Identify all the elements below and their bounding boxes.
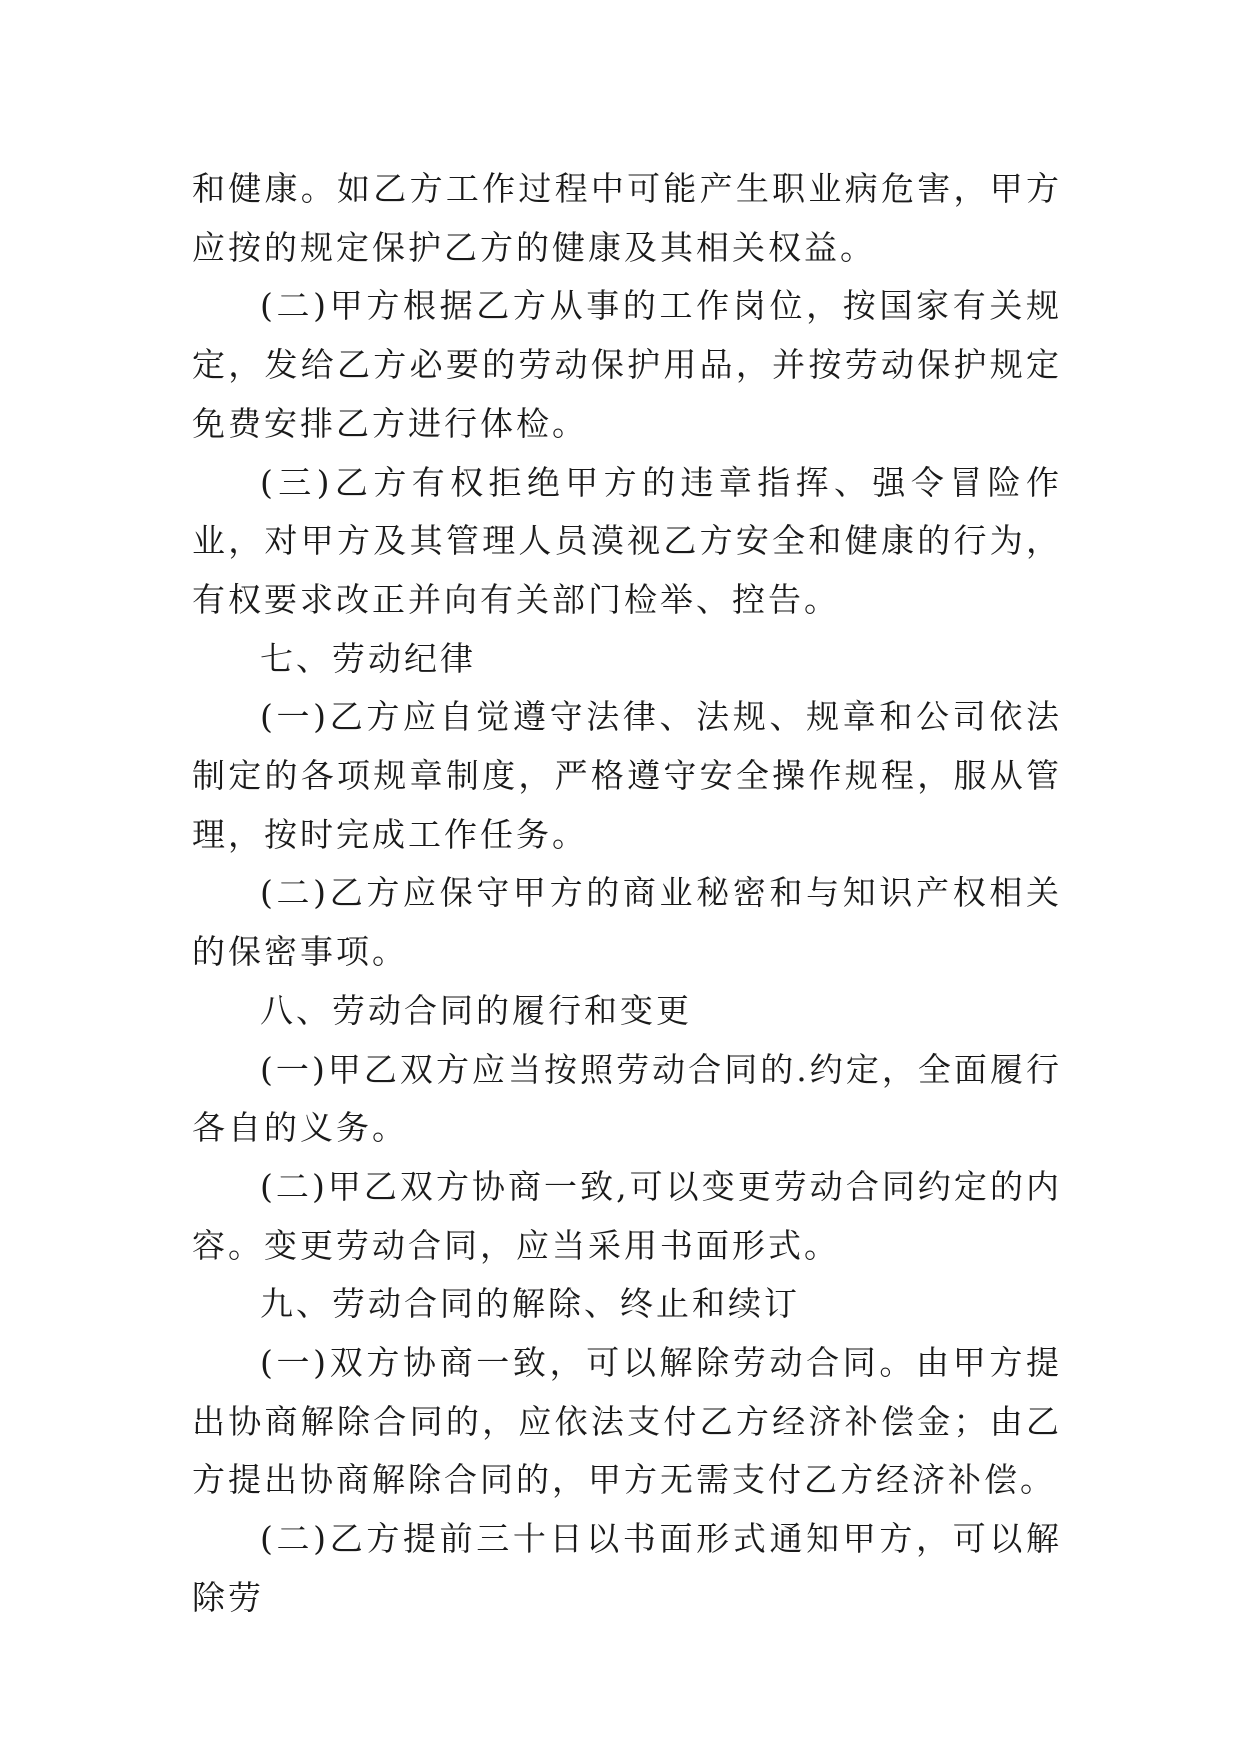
paragraph-notice-termination: (二)乙方提前三十日以书面形式通知甲方，可以解除劳 <box>192 1519 1062 1617</box>
document-body <box>192 160 1062 1628</box>
paragraph-refuse-unsafe-orders: (三)乙方有权拒绝甲方的违章指挥、强令冒险作业，对甲方及其管理人员漠视乙方安全和健康的行为，有权要求改正并向有关部门检举、控告。 <box>192 462 1062 619</box>
paragraph-protective-equipment: (二)甲方根据乙方从事的工作岗位，按国家有关规定，发给乙方必要的劳动保护用品，并按劳动保护规定免费安排乙方进行体检。 <box>192 286 1062 443</box>
section-heading-contract-performance: 八、劳动合同的履行和变更 <box>260 990 692 1030</box>
paragraph-obey-rules: (一)乙方应自觉遵守法律、法规、规章和公司依法制定的各项规章制度，严格遵守安全操作规程，服从管理，按时完成工作任务。 <box>192 697 1062 854</box>
section-heading-labor-discipline: 七、劳动纪律 <box>260 638 476 678</box>
section-heading-termination: 九、劳动合同的解除、终止和续订 <box>260 1284 800 1324</box>
paragraph-mutual-termination: (一)双方协商一致，可以解除劳动合同。由甲方提出协商解除合同的，应依法支付乙方经济补偿金；由乙方提出协商解除合同的，甲方无需支付乙方经济补偿。 <box>192 1343 1062 1500</box>
paragraph-health-rights: 和健康。如乙方工作过程中可能产生职业病危害，甲方应按的规定保护乙方的健康及其相关权益。 <box>192 169 1062 267</box>
paragraph-confidentiality: (二)乙方应保守甲方的商业秘密和与知识产权相关的保密事项。 <box>192 873 1062 972</box>
paragraph-fulfill-obligations: (一)甲乙双方应当按照劳动合同的.约定，全面履行各自的义务。 <box>192 1049 1062 1148</box>
paragraph-contract-changes: (二)甲乙双方协商一致,可以变更劳动合同约定的内容。变更劳动合同，应当采用书面形式。 <box>192 1166 1062 1265</box>
